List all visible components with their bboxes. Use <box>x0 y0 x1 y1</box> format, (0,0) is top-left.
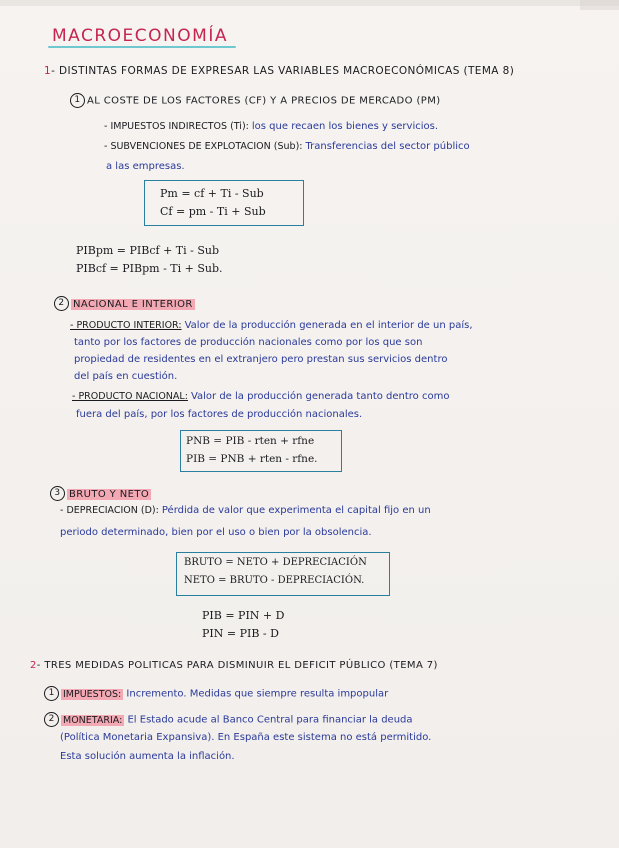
sub3-formula2: PIN = PIB - D <box>202 627 279 640</box>
sub2-item2 <box>72 392 449 402</box>
section-1-heading <box>44 66 514 77</box>
sub2-item2-line2: fuera del país, por los factores de producción nacionales. <box>76 409 363 420</box>
sub2-item1-label: - PRODUCTO INTERIOR: <box>70 320 182 331</box>
sub2-item2-line1: Valor de la producción generada tanto dentro como <box>190 391 450 402</box>
section2-item1 <box>44 686 388 701</box>
sub3-heading-text: BRUTO Y NETO <box>69 488 150 500</box>
sub2-item1-line2: tanto por los factores de producción nacionales como por los que son <box>74 337 423 348</box>
sub1-box-line2: Cf = pm - Ti + Sub <box>160 205 266 218</box>
sub1-item2-label: - SUBVENCIONES DE EXPLOTACION (Sub): <box>104 141 303 152</box>
section-2-heading <box>30 661 438 671</box>
sub1-item2-text1: Transferencias del sector público <box>305 141 470 152</box>
sub3-heading <box>50 486 151 501</box>
sub1-formula1: PIBpm = PIBcf + Ti - Sub <box>76 244 220 257</box>
sub3-formula1: PIB = PIN + D <box>202 609 285 622</box>
section2-item1-text: Incremento. Medidas que siempre resulta impopular <box>126 688 389 700</box>
sub2-box-line1: PNB = PIB - rten + rfne <box>186 435 315 447</box>
section2-item2-line2: (Política Monetaria Expansiva). En España este sistema no está permitido. <box>60 732 432 743</box>
section2-item2 <box>44 712 413 727</box>
sub2-heading <box>54 296 195 311</box>
sub1-number: 1 <box>70 93 85 108</box>
section-1-heading-text: - DISTINTAS FORMAS DE EXPRESAR LAS VARIABLES MACROECONÓMICAS (TEMA 8) <box>51 65 515 77</box>
section2-item2-number: 2 <box>44 712 59 727</box>
sub2-heading-text: NACIONAL E INTERIOR <box>73 298 193 310</box>
sub1-heading <box>70 93 441 108</box>
sub3-box-line1: BRUTO = NETO + DEPRECIACIÓN <box>184 557 367 568</box>
sub1-item2-text2: a las empresas. <box>106 161 185 172</box>
section-1-number: 1 <box>44 65 52 77</box>
sub3-box-line2: NETO = BRUTO - DEPRECIACIÓN. <box>184 575 365 586</box>
sub2-item1 <box>70 321 473 331</box>
sub3-item1 <box>60 506 431 516</box>
page-title: MACROECONOMÍA <box>52 26 228 46</box>
section2-item2-line3: Esta solución aumenta la inflación. <box>60 751 235 762</box>
sub1-box-line1: Pm = cf + Ti - Sub <box>160 187 264 200</box>
section2-item2-line1: El Estado acude al Banco Central para financiar la deuda <box>127 714 413 726</box>
sub1-item1-label: - IMPUESTOS INDIRECTOS (Ti): <box>104 121 249 132</box>
page-edge <box>0 0 619 6</box>
sub2-box-line2: PIB = PNB + rten - rfne. <box>186 453 318 465</box>
section-2-number: 2 <box>30 660 37 671</box>
sub2-item1-line4: del país en cuestión. <box>74 371 178 382</box>
sub3-number: 3 <box>50 486 65 501</box>
sub3-item1-label: - DEPRECIACION (D): <box>60 505 159 516</box>
sub2-item1-line3: propiedad de residentes en el extranjero pero prestan sus servicios dentro <box>74 354 448 365</box>
section2-item1-number: 1 <box>44 686 59 701</box>
sub2-item1-line1: Valor de la producción generada en el interior de un país, <box>184 320 473 331</box>
page-corner-mark <box>580 0 619 10</box>
sub1-formula2: PIBcf = PIBpm - Ti + Sub. <box>76 262 223 275</box>
section2-item2-label: MONETARIA: <box>63 714 123 726</box>
sub1-item1-text: los que recaen los bienes y servicios. <box>251 121 439 132</box>
section-2-heading-text: - TRES MEDIDAS POLITICAS PARA DISMINUIR EL DEFICIT PÚBLICO (TEMA 7) <box>36 660 438 671</box>
sub1-item1 <box>104 122 438 132</box>
sub2-number: 2 <box>54 296 69 311</box>
sub3-item1-line1: Pérdida de valor que experimenta el capital fijo en un <box>161 505 431 516</box>
sub1-heading-text: AL COSTE DE LOS FACTORES (CF) Y A PRECIOS DE MERCADO (PM) <box>87 95 441 107</box>
title-underline <box>48 46 236 48</box>
section2-item1-label: IMPUESTOS: <box>63 688 122 700</box>
sub1-item2 <box>104 142 470 152</box>
sub3-item1-line2: periodo determinado, bien por el uso o bien por la obsolencia. <box>60 527 372 538</box>
sub2-item2-label: - PRODUCTO NACIONAL: <box>72 391 188 402</box>
